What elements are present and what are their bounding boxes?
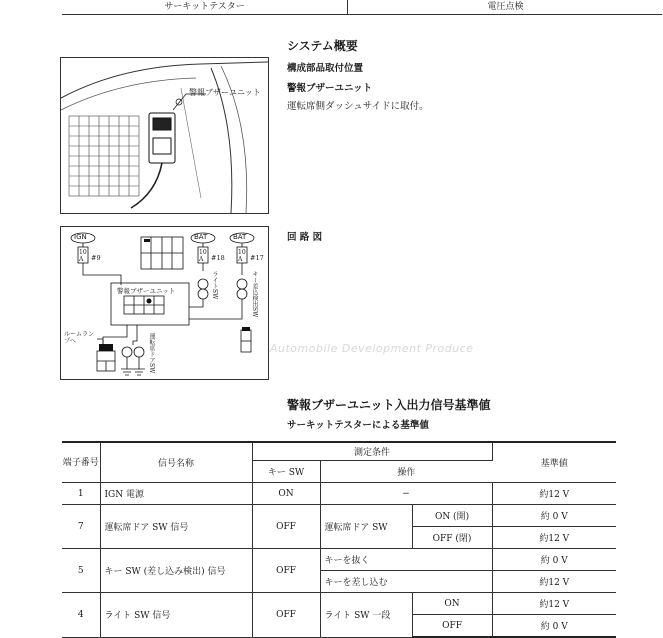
- terminal-cell: 1: [62, 483, 100, 505]
- page-header-table: [62, 0, 662, 15]
- reference-cell: 約12 V: [492, 593, 616, 615]
- terminal-cell: 4: [62, 593, 100, 638]
- signal-cell: キー SW (差し込み検出) 信号: [100, 549, 252, 593]
- operation-state-cell: ON: [412, 593, 492, 615]
- fuse-key-rating: 10A: [238, 249, 246, 263]
- col-operation: 操作: [320, 461, 492, 483]
- unit-box-label: 警報ブザーユニット: [117, 287, 176, 295]
- bat-label-1: BAT: [194, 233, 208, 241]
- operation-cell: キーを差し込む: [320, 571, 492, 593]
- header-inspection: 電圧点検: [347, 0, 663, 14]
- fuse-light-number: #18: [211, 254, 225, 262]
- circuit-title: 回 路 図: [287, 232, 323, 243]
- signal-cell: IGN 電源: [100, 483, 252, 505]
- reference-cell: 約 0 V: [492, 549, 616, 571]
- overview-location-heading: 構成部品取付位置: [287, 63, 364, 74]
- operation-cell: 運転席ドア SW: [320, 505, 412, 549]
- key-sw-cell: ON: [252, 483, 320, 505]
- signal-cell: ライト SW 信号: [100, 593, 252, 638]
- light-sw-label: ライトSW: [211, 271, 218, 300]
- operation-cell: ライト SW 一段: [320, 593, 412, 638]
- key-sw-cell: OFF: [252, 505, 320, 549]
- circuit-diagram: [60, 226, 269, 380]
- overview-unit-heading: 警報ブザーユニット: [287, 83, 373, 94]
- watermark: Automobile Development Produce: [270, 342, 474, 355]
- terminal-cell: 5: [62, 549, 100, 593]
- io-subtitle: サーキットテスターによる基準値: [287, 420, 429, 431]
- terminal-cell: 7: [62, 505, 100, 549]
- fuse-light-rating: 10A: [199, 249, 207, 263]
- reference-cell: 約 0 V: [492, 615, 616, 638]
- reference-cell: 約12 V: [492, 527, 616, 549]
- col-terminal: 端子番号: [62, 442, 100, 483]
- col-condition: 測定条件: [252, 442, 492, 461]
- io-title: 警報ブザーユニット入出力信号基準値: [287, 398, 491, 412]
- installation-figure: [60, 57, 269, 214]
- room-lamp-label: ルームランプへ: [64, 331, 95, 345]
- buzzer-unit-callout: 警報ブザーユニット: [189, 88, 261, 97]
- operation-cell: −: [320, 483, 492, 505]
- key-sw-cell: OFF: [252, 549, 320, 593]
- door-sw-label: 運転席ドアSW: [148, 333, 155, 374]
- bat-label-2: BAT: [233, 233, 247, 241]
- operation-state-cell: OFF (閉): [412, 527, 492, 549]
- fuse-key-number: #17: [250, 254, 264, 262]
- operation-cell: キーを抜く: [320, 549, 492, 571]
- signal-cell: 運転席ドア SW 信号: [100, 505, 252, 549]
- ign-label: IGN: [74, 233, 87, 241]
- key-sw-cell: OFF: [252, 593, 320, 638]
- key-sw-label: キー差込検出SW: [251, 271, 258, 318]
- col-reference: 基準値: [492, 442, 616, 483]
- col-key-sw: キー SW: [252, 461, 320, 483]
- operation-state-cell: OFF: [412, 615, 492, 638]
- table-row: [62, 505, 616, 527]
- table-row: [62, 593, 616, 615]
- table-row: [62, 483, 616, 505]
- reference-cell: 約12 V: [492, 483, 616, 505]
- overview-title: システム概要: [287, 39, 358, 53]
- reference-cell: 約12 V: [492, 571, 616, 593]
- signal-table: [62, 441, 616, 638]
- header-tool: サーキットテスター: [164, 2, 245, 12]
- reference-cell: 約 0 V: [492, 505, 616, 527]
- fuse-ign-rating: 10A: [79, 249, 87, 263]
- circuit-wiring: [61, 227, 268, 379]
- overview-mount-text: 運転席側ダッシュサイドに取付。: [287, 101, 429, 112]
- operation-state-cell: ON (開): [412, 505, 492, 527]
- fuse-ign-number: #9: [91, 254, 101, 262]
- col-signal: 信号名称: [100, 442, 252, 483]
- table-row: [62, 549, 616, 571]
- installation-drawing: [61, 58, 268, 213]
